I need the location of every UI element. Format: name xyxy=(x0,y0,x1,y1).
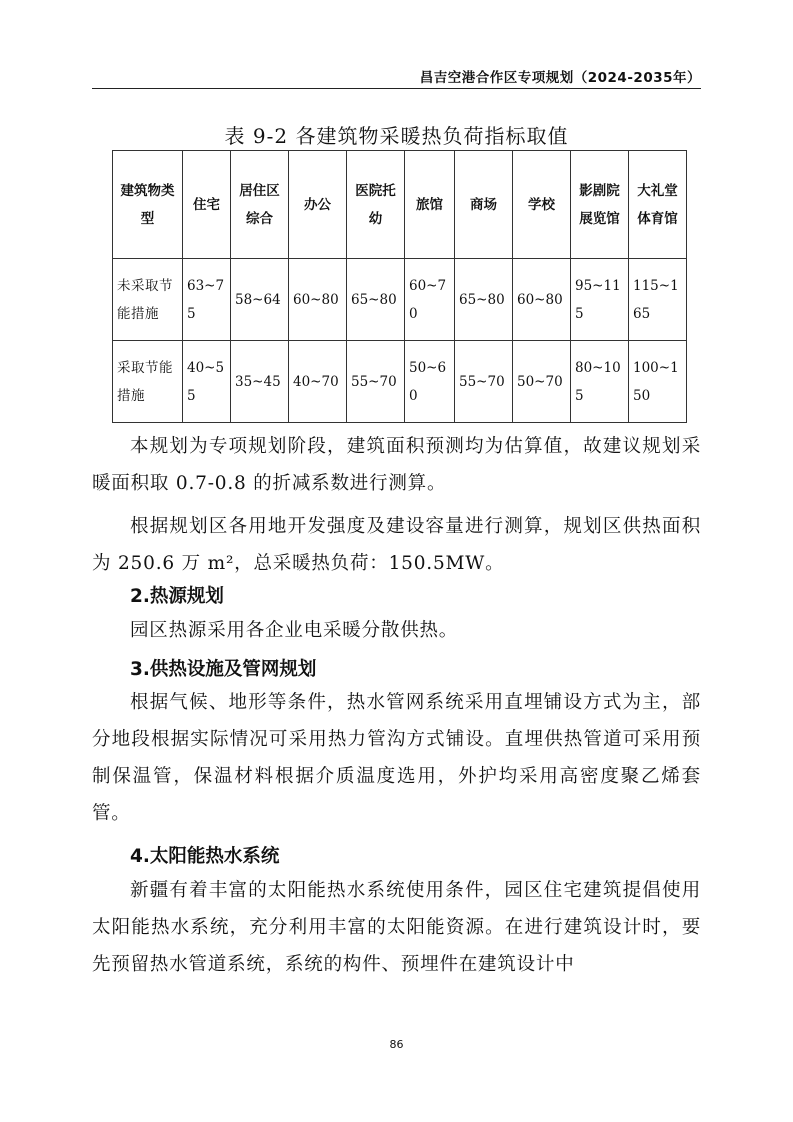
table-row xyxy=(113,341,687,423)
heating-load-table xyxy=(112,150,687,423)
page-number: 86 xyxy=(389,1038,404,1051)
table-cell: 35~45 xyxy=(231,341,289,423)
table-cell: 60~70 xyxy=(405,259,455,341)
table-cell: 115~165 xyxy=(629,259,687,341)
section-heading: 4.太阳能热水系统 xyxy=(130,846,280,867)
table-cell: 63~75 xyxy=(183,259,231,341)
row-label: 采取节能措施 xyxy=(113,341,183,423)
table-cell: 65~80 xyxy=(347,259,405,341)
table-cell: 50~70 xyxy=(513,341,571,423)
table-cell: 50~60 xyxy=(405,341,455,423)
table-cell: 80~105 xyxy=(571,341,629,423)
table-cell: 55~70 xyxy=(347,341,405,423)
paragraph: 本规划为专项规划阶段，建筑面积预测均为估算值，故建议规划采暖面积取 0.7-0.8 的折减系数进行测算。 xyxy=(92,436,701,494)
col-header: 医院托幼 xyxy=(347,151,405,259)
table-row xyxy=(113,259,687,341)
header-divider xyxy=(92,88,701,89)
table-cell: 58~64 xyxy=(231,259,289,341)
table-cell: 100~150 xyxy=(629,341,687,423)
col-header: 旅馆 xyxy=(405,151,455,259)
table-cell: 60~80 xyxy=(513,259,571,341)
row-label: 未采取节能措施 xyxy=(113,259,183,341)
table-cell: 60~80 xyxy=(289,259,347,341)
table-cell: 40~70 xyxy=(289,341,347,423)
col-header: 办公 xyxy=(289,151,347,259)
col-header: 大礼堂体育馆 xyxy=(629,151,687,259)
table-cell: 55~70 xyxy=(455,341,513,423)
paragraph: 根据规划区各用地开发强度及建设容量进行测算，规划区供热面积为 250.6 万 m²，总采暖热负荷：150.5MW。 xyxy=(92,516,701,574)
col-header: 商场 xyxy=(455,151,513,259)
table-cell: 40~55 xyxy=(183,341,231,423)
section-heading: 2.热源规划 xyxy=(130,586,224,607)
table-header-row xyxy=(113,151,687,259)
section-heading: 3.供热设施及管网规划 xyxy=(130,659,317,680)
table-caption: 表 9-2 各建筑物采暖热负荷指标取值 xyxy=(224,124,569,148)
paragraph: 根据气候、地形等条件，热水管网系统采用直埋铺设方式为主，部分地段根据实际情况可采用热力管沟方式铺设。直埋供热管道可采用预制保温管，保温材料根据介质温度选用，外护均采用高密度聚乙烯套管。 xyxy=(92,692,701,824)
col-header: 住宅 xyxy=(183,151,231,259)
col-header: 建筑物类型 xyxy=(113,151,183,259)
col-header: 学校 xyxy=(513,151,571,259)
running-header: 昌吉空港合作区专项规划（2024-2035年） xyxy=(419,70,701,86)
table-cell: 65~80 xyxy=(455,259,513,341)
table-cell: 95~115 xyxy=(571,259,629,341)
col-header: 影剧院展览馆 xyxy=(571,151,629,259)
paragraph: 园区热源采用各企业电采暖分散供热。 xyxy=(130,620,459,641)
paragraph: 新疆有着丰富的太阳能热水系统使用条件，园区住宅建筑提倡使用太阳能热水系统，充分利用丰富的太阳能资源。在进行建筑设计时，要先预留热水管道系统，系统的构件、预埋件在建筑设计中 xyxy=(92,880,701,975)
col-header: 居住区综合 xyxy=(231,151,289,259)
